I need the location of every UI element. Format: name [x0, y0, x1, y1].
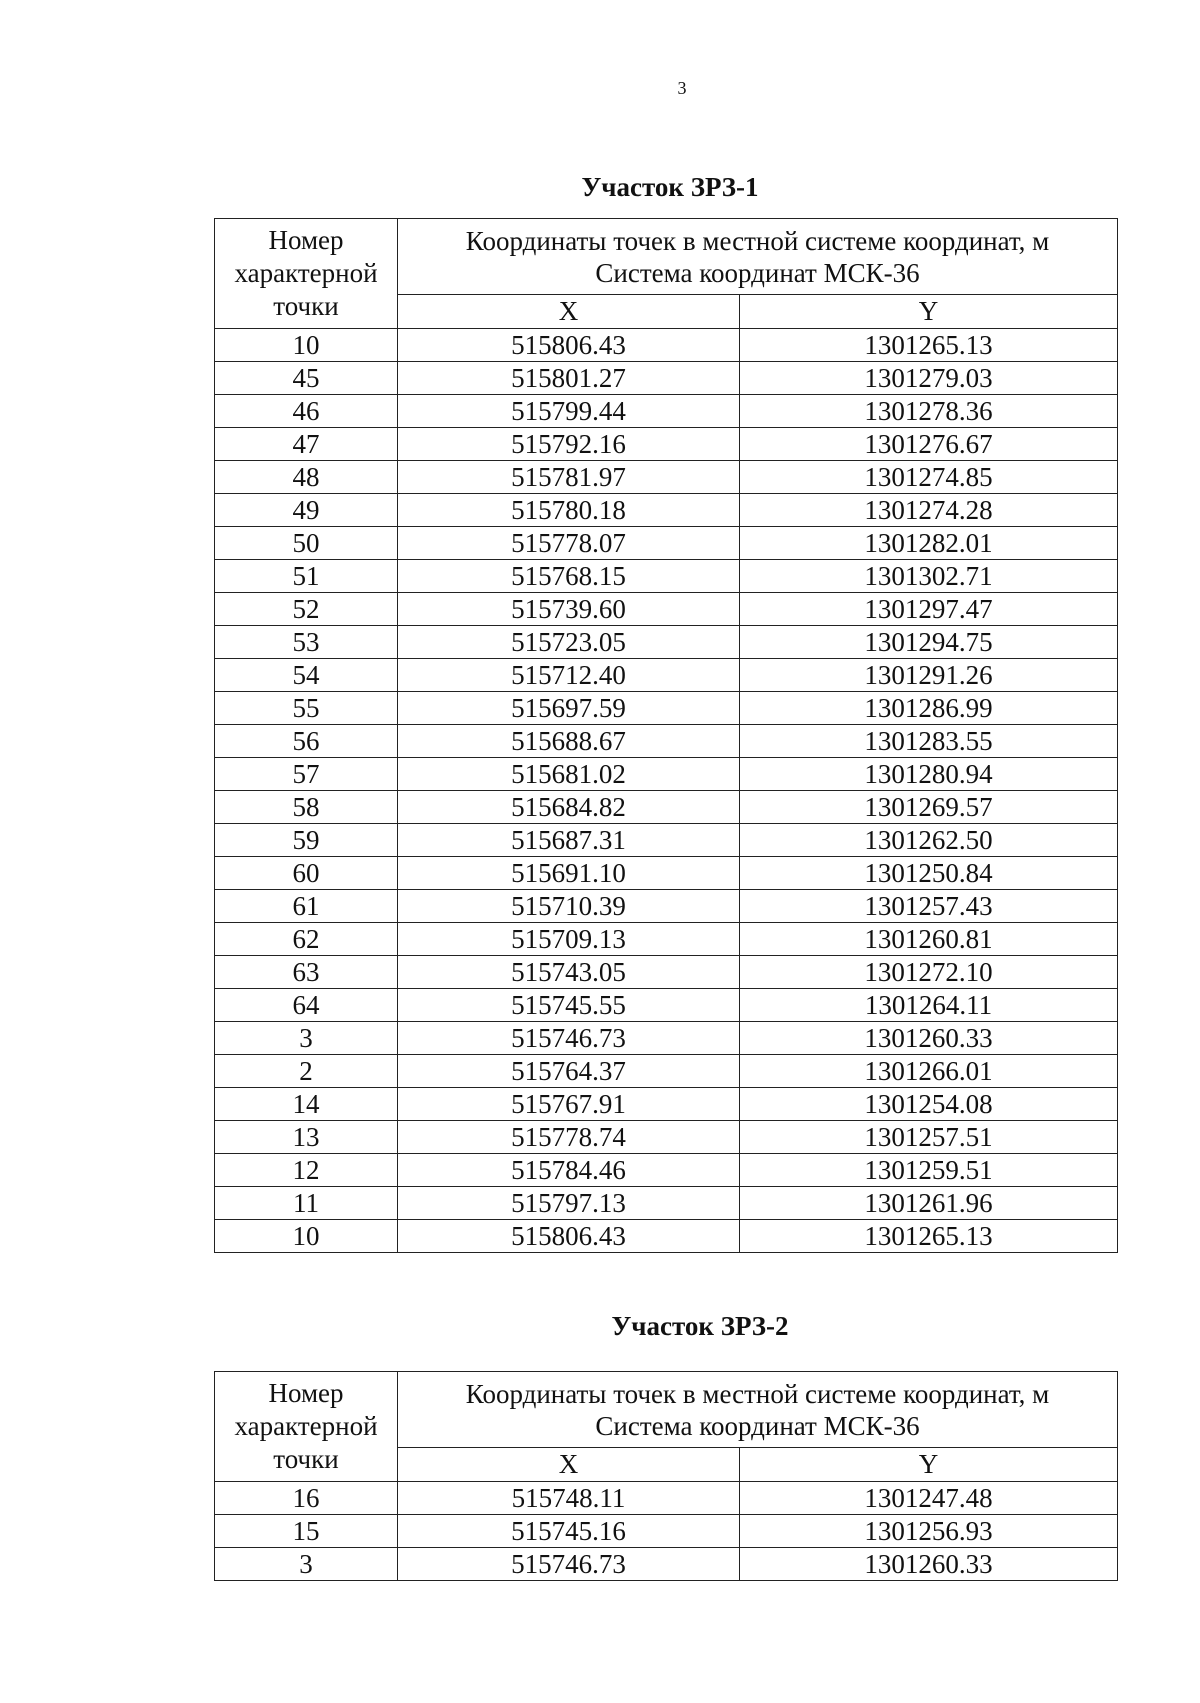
cell-y: 1301260.81	[740, 923, 1118, 956]
cell-point-number: 10	[215, 329, 398, 362]
table-row	[215, 692, 1118, 725]
cell-point-number: 55	[215, 692, 398, 725]
table-row	[215, 923, 1118, 956]
table-row	[215, 362, 1118, 395]
cell-y: 1301247.48	[740, 1482, 1118, 1515]
cell-x: 515710.39	[398, 890, 740, 923]
cell-point-number: 62	[215, 923, 398, 956]
cell-y: 1301294.75	[740, 626, 1118, 659]
header-y: Y	[740, 1448, 1118, 1482]
cell-point-number: 47	[215, 428, 398, 461]
section-title-zrz-2: Участок ЗРЗ-2	[611, 1311, 789, 1341]
cell-point-number: 51	[215, 560, 398, 593]
header-x: X	[398, 295, 740, 329]
cell-x: 515801.27	[398, 362, 740, 395]
cell-x: 515778.74	[398, 1121, 740, 1154]
header-point-line: Номер	[268, 225, 344, 255]
cell-y: 1301265.13	[740, 329, 1118, 362]
table-row	[215, 890, 1118, 923]
cell-x: 515723.05	[398, 626, 740, 659]
cell-y: 1301257.51	[740, 1121, 1118, 1154]
table-row	[215, 758, 1118, 791]
cell-y: 1301274.85	[740, 461, 1118, 494]
cell-x: 515792.16	[398, 428, 740, 461]
cell-point-number: 10	[215, 1220, 398, 1253]
table-row	[215, 1220, 1118, 1253]
cell-x: 515780.18	[398, 494, 740, 527]
table-row	[215, 428, 1118, 461]
table-row	[215, 824, 1118, 857]
section-title-zrz-1: Участок ЗРЗ-1	[581, 172, 759, 202]
cell-y: 1301259.51	[740, 1154, 1118, 1187]
header-y: Y	[740, 295, 1118, 329]
header-point-line: характерной	[234, 258, 378, 288]
cell-x: 515681.02	[398, 758, 740, 791]
table-row	[215, 956, 1118, 989]
cell-y: 1301279.03	[740, 362, 1118, 395]
cell-x: 515799.44	[398, 395, 740, 428]
header-point-line: Номер	[268, 1378, 344, 1408]
cell-y: 1301266.01	[740, 1055, 1118, 1088]
header-point-line: точки	[273, 291, 339, 321]
cell-x: 515709.13	[398, 923, 740, 956]
cell-y: 1301257.43	[740, 890, 1118, 923]
cell-y: 1301260.33	[740, 1548, 1118, 1581]
cell-point-number: 45	[215, 362, 398, 395]
coordinates-table-zrz-2	[214, 1371, 1118, 1581]
cell-y: 1301278.36	[740, 395, 1118, 428]
header-coordinates	[398, 219, 1118, 295]
cell-y: 1301262.50	[740, 824, 1118, 857]
header-x: X	[398, 1448, 740, 1482]
cell-x: 515687.31	[398, 824, 740, 857]
cell-point-number: 3	[215, 1022, 398, 1055]
cell-point-number: 46	[215, 395, 398, 428]
table-row	[215, 1515, 1118, 1548]
cell-y: 1301260.33	[740, 1022, 1118, 1055]
table-row	[215, 1088, 1118, 1121]
cell-point-number: 64	[215, 989, 398, 1022]
cell-point-number: 13	[215, 1121, 398, 1154]
table-row	[215, 527, 1118, 560]
cell-y: 1301302.71	[740, 560, 1118, 593]
cell-point-number: 53	[215, 626, 398, 659]
table-body	[215, 329, 1118, 1253]
cell-x: 515746.73	[398, 1548, 740, 1581]
cell-point-number: 48	[215, 461, 398, 494]
cell-point-number: 59	[215, 824, 398, 857]
cell-y: 1301272.10	[740, 956, 1118, 989]
table-row	[215, 494, 1118, 527]
cell-y: 1301297.47	[740, 593, 1118, 626]
cell-point-number: 14	[215, 1088, 398, 1121]
table-row	[215, 1022, 1118, 1055]
cell-x: 515781.97	[398, 461, 740, 494]
table-row	[215, 560, 1118, 593]
table-row	[215, 791, 1118, 824]
cell-y: 1301291.26	[740, 659, 1118, 692]
table-row	[215, 461, 1118, 494]
cell-y: 1301269.57	[740, 791, 1118, 824]
cell-point-number: 56	[215, 725, 398, 758]
table-row	[215, 1121, 1118, 1154]
cell-point-number: 49	[215, 494, 398, 527]
table-body	[215, 1482, 1118, 1581]
cell-x: 515745.55	[398, 989, 740, 1022]
table-row	[215, 626, 1118, 659]
table-row	[215, 329, 1118, 362]
header-coordinates-system: Система координат МСК-36	[595, 1410, 920, 1441]
cell-x: 515806.43	[398, 1220, 740, 1253]
cell-x: 515778.07	[398, 527, 740, 560]
cell-point-number: 63	[215, 956, 398, 989]
cell-x: 515806.43	[398, 329, 740, 362]
table-row	[215, 593, 1118, 626]
cell-y: 1301265.13	[740, 1220, 1118, 1253]
cell-x: 515748.11	[398, 1482, 740, 1515]
cell-x: 515712.40	[398, 659, 740, 692]
cell-y: 1301282.01	[740, 527, 1118, 560]
cell-x: 515784.46	[398, 1154, 740, 1187]
cell-x: 515767.91	[398, 1088, 740, 1121]
cell-x: 515743.05	[398, 956, 740, 989]
cell-point-number: 52	[215, 593, 398, 626]
table-row	[215, 1548, 1118, 1581]
cell-x: 515764.37	[398, 1055, 740, 1088]
table-row	[215, 1154, 1118, 1187]
cell-point-number: 15	[215, 1515, 398, 1548]
cell-y: 1301256.93	[740, 1515, 1118, 1548]
cell-x: 515697.59	[398, 692, 740, 725]
cell-point-number: 3	[215, 1548, 398, 1581]
cell-x: 515684.82	[398, 791, 740, 824]
header-coordinates-system: Система координат МСК-36	[595, 257, 920, 288]
cell-point-number: 60	[215, 857, 398, 890]
header-coordinates-line: Координаты точек в местной системе координат, м	[465, 225, 1050, 256]
table-row	[215, 725, 1118, 758]
cell-point-number: 58	[215, 791, 398, 824]
cell-y: 1301286.99	[740, 692, 1118, 725]
cell-point-number: 61	[215, 890, 398, 923]
cell-point-number: 16	[215, 1482, 398, 1515]
header-point-number	[215, 1372, 398, 1482]
cell-y: 1301280.94	[740, 758, 1118, 791]
header-coordinates	[398, 1372, 1118, 1448]
cell-point-number: 2	[215, 1055, 398, 1088]
cell-y: 1301276.67	[740, 428, 1118, 461]
table-row	[215, 857, 1118, 890]
cell-x: 515768.15	[398, 560, 740, 593]
cell-y: 1301283.55	[740, 725, 1118, 758]
cell-y: 1301274.28	[740, 494, 1118, 527]
header-point-number	[215, 219, 398, 329]
cell-x: 515691.10	[398, 857, 740, 890]
cell-x: 515746.73	[398, 1022, 740, 1055]
cell-point-number: 50	[215, 527, 398, 560]
page-number: 3	[677, 78, 687, 98]
cell-x: 515797.13	[398, 1187, 740, 1220]
cell-point-number: 54	[215, 659, 398, 692]
header-point-line: характерной	[234, 1411, 378, 1441]
table-row	[215, 1055, 1118, 1088]
cell-x: 515739.60	[398, 593, 740, 626]
cell-point-number: 57	[215, 758, 398, 791]
cell-y: 1301264.11	[740, 989, 1118, 1022]
table-row	[215, 989, 1118, 1022]
coordinates-table-zrz-1	[214, 218, 1118, 1253]
cell-y: 1301250.84	[740, 857, 1118, 890]
cell-y: 1301254.08	[740, 1088, 1118, 1121]
cell-x: 515688.67	[398, 725, 740, 758]
cell-point-number: 11	[215, 1187, 398, 1220]
header-coordinates-line: Координаты точек в местной системе координат, м	[465, 1378, 1050, 1409]
header-point-line: точки	[273, 1444, 339, 1474]
table-row	[215, 395, 1118, 428]
table-row	[215, 659, 1118, 692]
table-row	[215, 1187, 1118, 1220]
table-row	[215, 1482, 1118, 1515]
cell-y: 1301261.96	[740, 1187, 1118, 1220]
cell-x: 515745.16	[398, 1515, 740, 1548]
cell-point-number: 12	[215, 1154, 398, 1187]
